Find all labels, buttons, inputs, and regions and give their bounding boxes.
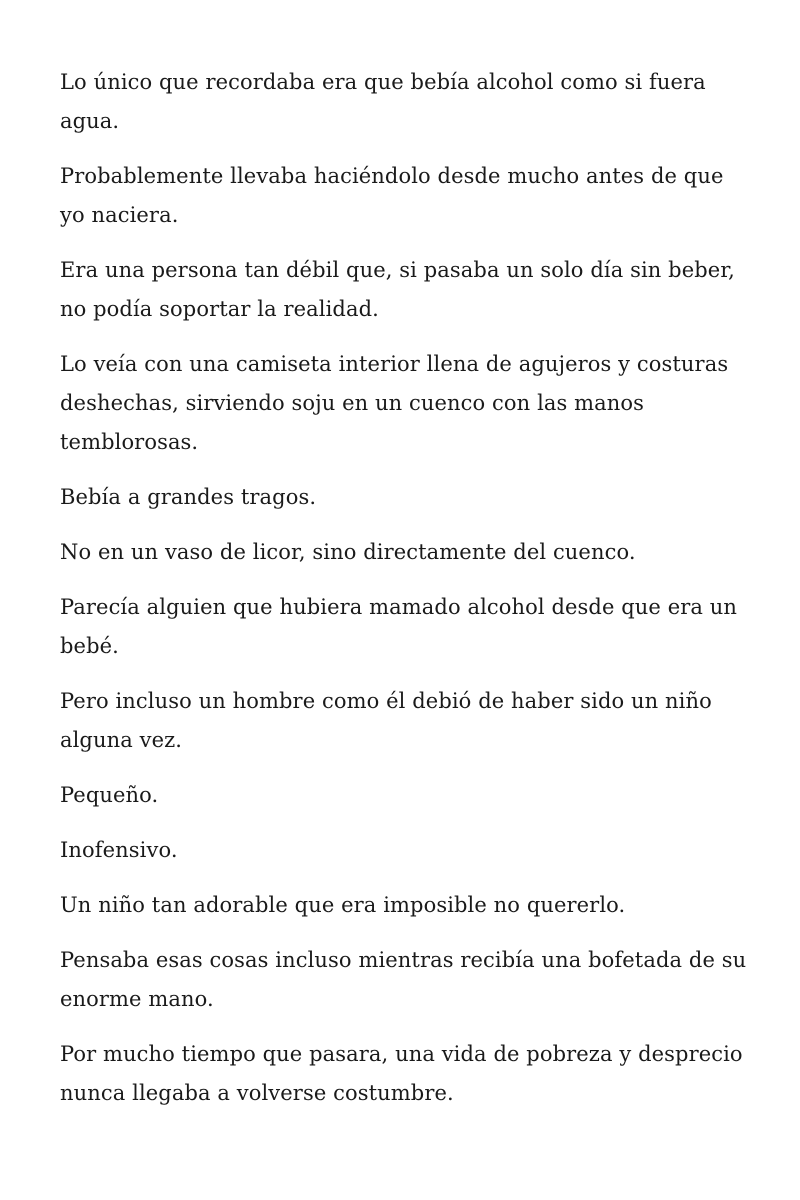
- paragraph-7: Parecía alguien que hubiera mamado alcohol desde que era un bebé.: [60, 595, 738, 658]
- paragraph-2: Probablemente llevaba haciéndolo desde mucho antes de que yo naciera.: [60, 164, 724, 227]
- paragraph-11: Un niño tan adorable que era imposible no quererlo.: [60, 893, 626, 917]
- paragraph-12: Pensaba esas cosas incluso mientras recibía una bofetada de su enorme mano.: [60, 948, 747, 1011]
- paragraph-1: Lo único que recordaba era que bebía alcohol como si fuera agua.: [60, 70, 706, 133]
- paragraph-10: Inofensivo.: [60, 838, 178, 862]
- paragraph-5: Bebía a grandes tragos.: [60, 485, 317, 509]
- paragraph-3: Era una persona tan débil que, si pasaba un solo día sin beber, no podía soportar la realidad.: [60, 258, 735, 321]
- paragraph-6: No en un vaso de licor, sino directamente del cuenco.: [60, 540, 636, 564]
- paragraph-8: Pero incluso un hombre como él debió de haber sido un niño alguna vez.: [60, 689, 712, 752]
- paragraph-4: Lo veía con una camiseta interior llena de agujeros y costuras deshechas, sirviendo soju en un cuenco con las manos temblorosas.: [60, 352, 729, 454]
- text-body: [60, 63, 750, 1129]
- paragraph-13: Por mucho tiempo que pasara, una vida de pobreza y desprecio nunca llegaba a volverse costumbre.: [60, 1042, 743, 1105]
- paragraph-9: Pequeño.: [60, 783, 159, 807]
